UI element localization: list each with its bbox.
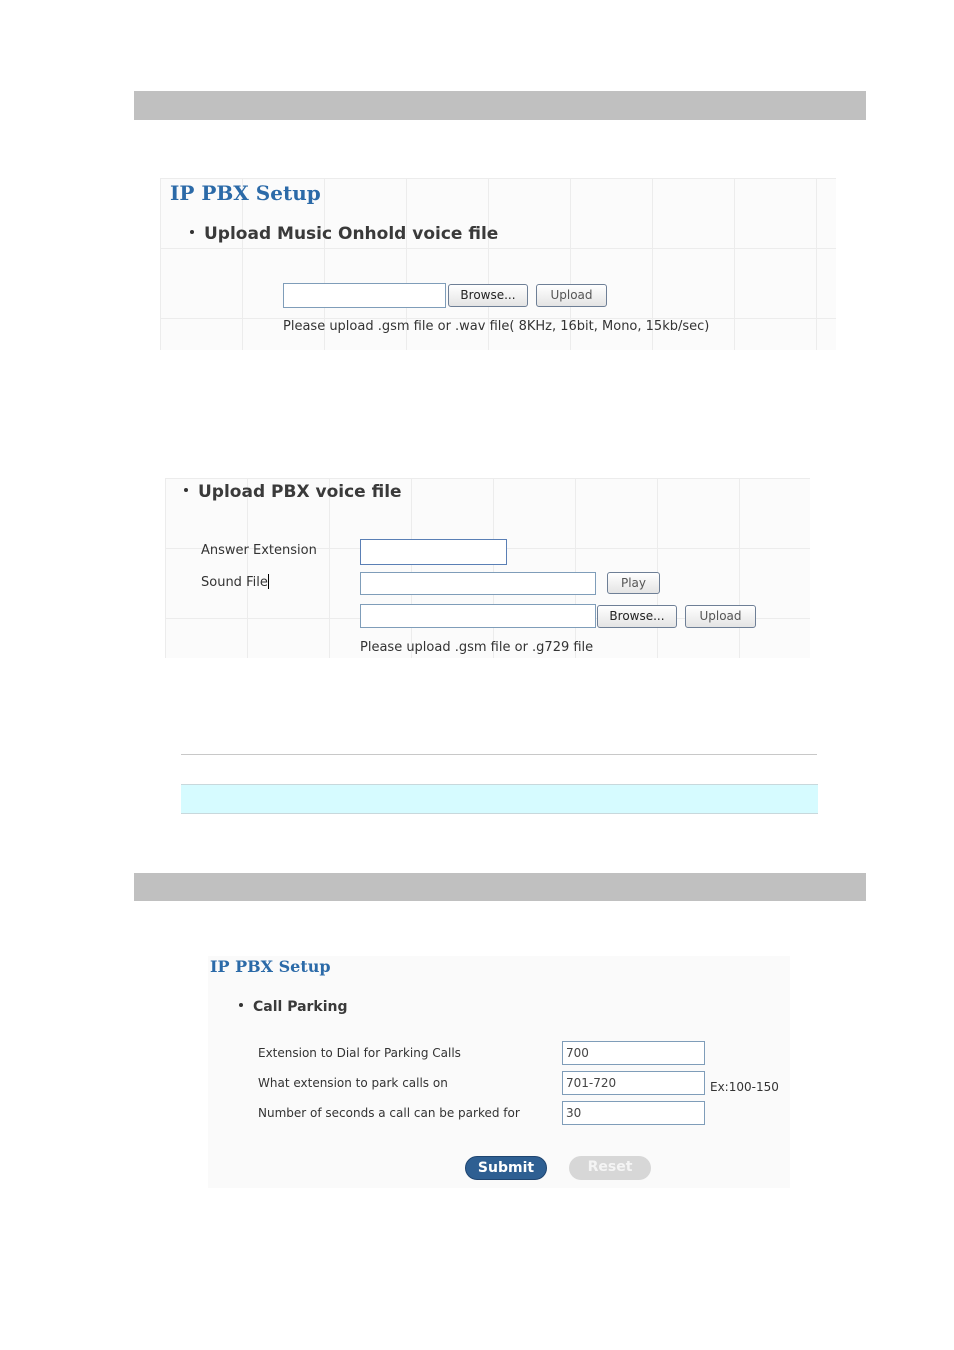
section-heading-music-onhold [190, 224, 498, 244]
sound-file-label [201, 574, 269, 590]
sound-file-label-text: Sound File [201, 575, 268, 590]
header-bar-top [134, 91, 866, 120]
section-heading-text: Upload PBX voice file [198, 482, 402, 502]
answer-extension-label: Answer Extension [201, 543, 317, 558]
park-range-example: Ex:100-150 [710, 1080, 779, 1094]
section-heading-text: Upload Music Onhold voice file [204, 224, 499, 244]
text-cursor [268, 574, 269, 589]
park-calls-on-input[interactable] [562, 1071, 705, 1095]
footer-button-bar [181, 784, 818, 814]
submit-button[interactable]: Submit [465, 1156, 547, 1180]
section-heading-text: Call Parking [253, 999, 348, 1015]
voice-file-input[interactable] [360, 604, 596, 628]
park-timeout-label: Number of seconds a call can be parked for [258, 1106, 520, 1120]
page-title: IP PBX Setup [170, 181, 321, 205]
bullet-icon [184, 488, 188, 492]
section-heading-call-parking [239, 999, 348, 1015]
browse-button-2[interactable]: Browse... [597, 605, 677, 628]
browse-button[interactable]: Browse... [448, 284, 528, 307]
music-file-input[interactable] [283, 283, 446, 308]
park-timeout-input[interactable] [562, 1101, 705, 1125]
pbx-voice-panel [165, 478, 810, 658]
answer-extension-input[interactable] [360, 539, 507, 565]
sound-file-select[interactable] [360, 572, 596, 595]
parking-extension-input[interactable] [562, 1041, 705, 1065]
park-calls-on-label: What extension to park calls on [258, 1076, 448, 1090]
bullet-icon [239, 1003, 243, 1007]
header-bar-bottom [134, 873, 866, 901]
parking-extension-label: Extension to Dial for Parking Calls [258, 1046, 461, 1060]
reset-button[interactable]: Reset [569, 1156, 651, 1180]
section-heading-pbx-voice [184, 482, 402, 502]
play-button[interactable]: Play [607, 572, 660, 594]
music-upload-hint: Please upload .gsm file or .wav file( 8KHz, 16bit, Mono, 15kb/sec) [283, 319, 710, 334]
pbx-upload-hint: Please upload .gsm file or .g729 file [360, 640, 594, 655]
upload-button-2[interactable]: Upload [685, 605, 756, 628]
divider-line [181, 754, 817, 755]
page-title-2: IP PBX Setup [210, 957, 331, 976]
upload-button[interactable]: Upload [536, 284, 607, 307]
bullet-icon [190, 230, 194, 234]
